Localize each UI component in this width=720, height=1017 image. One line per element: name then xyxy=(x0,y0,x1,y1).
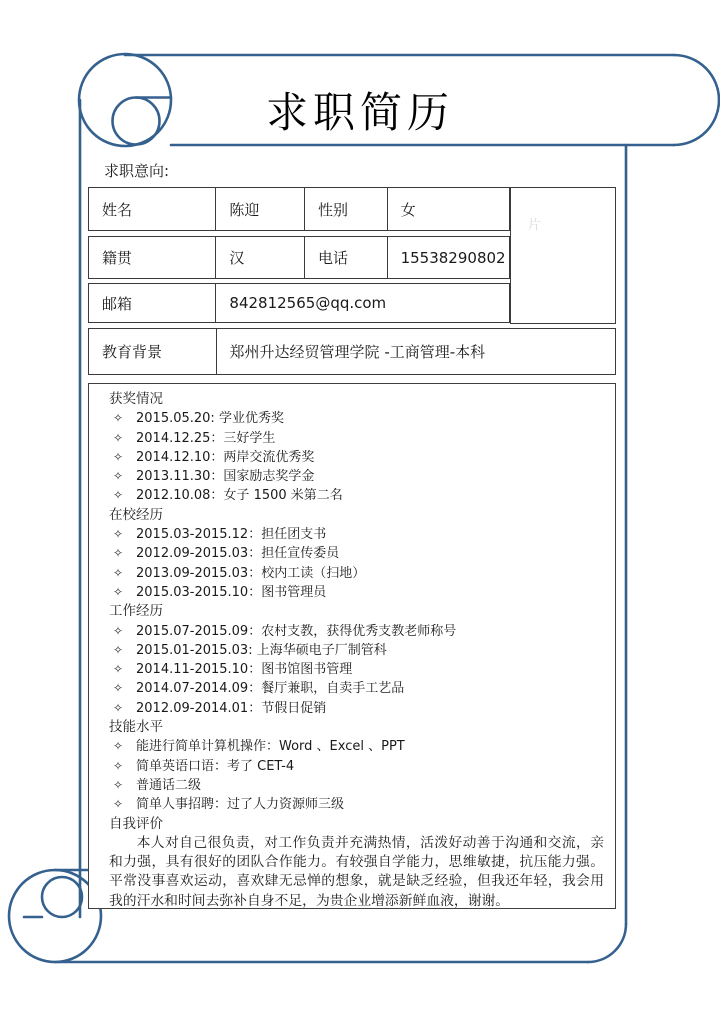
diamond-bullet-icon: ✧ xyxy=(113,758,124,773)
bullet-item-text: 2015.01-2015.03: 上海华硕电子厂制管科 xyxy=(136,642,387,658)
bullet-item-text: 2012.09-2014.01：节假日促销 xyxy=(136,700,327,716)
bullet-item xyxy=(89,409,615,428)
email-value: 842812565@qq.com xyxy=(215,284,509,322)
diamond-bullet-icon: ✧ xyxy=(113,739,124,754)
phone-label: 电话 xyxy=(304,237,387,278)
bullet-item-text: 2015.03-2015.12：担任团支书 xyxy=(136,527,327,543)
bullet-item xyxy=(89,583,615,602)
info-row-education xyxy=(88,328,616,375)
page-title: 求职简历 xyxy=(265,88,454,137)
name-label: 姓名 xyxy=(102,200,133,219)
bullet-item xyxy=(89,525,615,544)
bullet-item-text: 普通话二级 xyxy=(136,777,202,793)
bullet-item xyxy=(89,795,615,814)
job-intent-label: 求职意向: xyxy=(104,162,170,180)
bullet-item xyxy=(89,737,615,756)
page-corner-arc xyxy=(588,924,626,962)
diamond-bullet-icon: ✧ xyxy=(113,700,124,715)
email-label: 邮箱 xyxy=(102,294,133,313)
bullet-item-text: 2012.10.08：女子 1500 米第二名 xyxy=(136,488,343,504)
info-row-email xyxy=(88,283,510,323)
bullet-item-text: 简单英语口语：考了 CET-4 xyxy=(136,758,295,774)
phone-value: 15538290802 xyxy=(387,237,509,278)
origin-label: 籍贯 xyxy=(102,249,133,267)
bullet-item xyxy=(89,429,615,448)
education-value: 郑州升达经贸管理学院 -工商管理-本科 xyxy=(216,329,615,374)
bullet-item-text: 2012.09-2015.03：担任宣传委员 xyxy=(136,546,340,562)
photo-cell xyxy=(510,187,616,324)
diamond-bullet-icon: ✧ xyxy=(113,623,124,638)
bottom-curl-inner-icon xyxy=(42,877,82,917)
bullet-item xyxy=(89,622,615,641)
diamond-bullet-icon: ✧ xyxy=(113,527,124,542)
bullet-item xyxy=(89,467,615,486)
diamond-bullet-icon: ✧ xyxy=(113,584,124,599)
bullet-item-text: 能进行简单计算机操作：Word 、Excel 、PPT xyxy=(136,739,405,755)
bullet-item-text: 2013.11.30：国家励志奖学金 xyxy=(136,469,315,485)
bullet-item-text: 2014.12.25：三好学生 xyxy=(136,430,276,446)
bullet-item-text: 2015.05.20: 学业优秀奖 xyxy=(136,411,284,427)
self-evaluation-paragraph: 本人对自己很负责，对工作负责并充满热情，活泼好动善于沟通和交流，亲和力强，具有很好的团队合作能力。有较强自学能力，思维敏捷，抗压能力强。平常没事喜欢运动，喜欢肆无忌惮的想象，就是缺乏经验，但我还年轻，我会用我的汗水和时间去弥补自身不足，为贵企业增添新鲜血液，谢谢。 xyxy=(109,834,604,909)
name-value: 陈迎 xyxy=(215,188,304,230)
bullet-item xyxy=(89,544,615,563)
resume-body xyxy=(88,383,616,909)
gender-value: 女 xyxy=(387,188,509,230)
bullet-item-text: 2015.03-2015.10：图书管理员 xyxy=(136,584,327,600)
info-row-name-gender xyxy=(88,187,510,231)
section-heading: 获奖情况 xyxy=(109,391,163,407)
diamond-bullet-icon: ✧ xyxy=(113,488,124,503)
diamond-bullet-icon: ✧ xyxy=(113,681,124,696)
bullet-item-text: 2013.09-2015.03：校内工读（扫地） xyxy=(136,565,366,581)
section-heading: 工作经历 xyxy=(109,603,163,620)
section-heading: 自我评价 xyxy=(109,815,163,832)
bullet-item xyxy=(89,660,615,679)
diamond-bullet-icon: ✧ xyxy=(113,777,124,792)
diamond-bullet-icon: ✧ xyxy=(113,430,124,445)
diamond-bullet-icon: ✧ xyxy=(113,411,124,426)
bullet-item xyxy=(89,564,615,583)
bullet-item xyxy=(89,757,615,776)
bullet-item xyxy=(89,448,615,467)
bullet-item xyxy=(89,679,615,698)
origin-value: 汉 xyxy=(215,237,304,278)
bullet-item-text: 2014.07-2014.09：餐厅兼职，自卖手工艺品 xyxy=(136,681,405,697)
diamond-bullet-icon: ✧ xyxy=(113,797,124,812)
photo-placeholder-text: 片 xyxy=(528,218,542,233)
bullet-item xyxy=(89,699,615,718)
info-row-origin-phone xyxy=(88,236,510,279)
diamond-bullet-icon: ✧ xyxy=(113,469,124,484)
bullet-item xyxy=(89,641,615,660)
bullet-item-text: 简单人事招聘：过了人力资源师三级 xyxy=(136,797,345,813)
bullet-item xyxy=(89,776,615,795)
section-heading: 在校经历 xyxy=(109,506,163,523)
bullet-item-text: 2014.11-2015.10：图书馆图书管理 xyxy=(136,662,353,678)
diamond-bullet-icon: ✧ xyxy=(113,662,124,677)
diamond-bullet-icon: ✧ xyxy=(113,449,124,464)
bullet-item-text: 2015.07-2015.09：农村支教，获得优秀支教老师称号 xyxy=(136,623,457,639)
diamond-bullet-icon: ✧ xyxy=(113,565,124,580)
bullet-item xyxy=(89,486,615,505)
diamond-bullet-icon: ✧ xyxy=(113,546,124,561)
top-band-right-cap xyxy=(674,55,719,145)
bullet-item-text: 2014.12.10：两岸交流优秀奖 xyxy=(136,449,315,465)
section-heading: 技能水平 xyxy=(109,719,163,736)
gender-label: 性别 xyxy=(304,188,387,230)
education-label: 教育背景 xyxy=(102,343,163,361)
diamond-bullet-icon: ✧ xyxy=(113,642,124,657)
